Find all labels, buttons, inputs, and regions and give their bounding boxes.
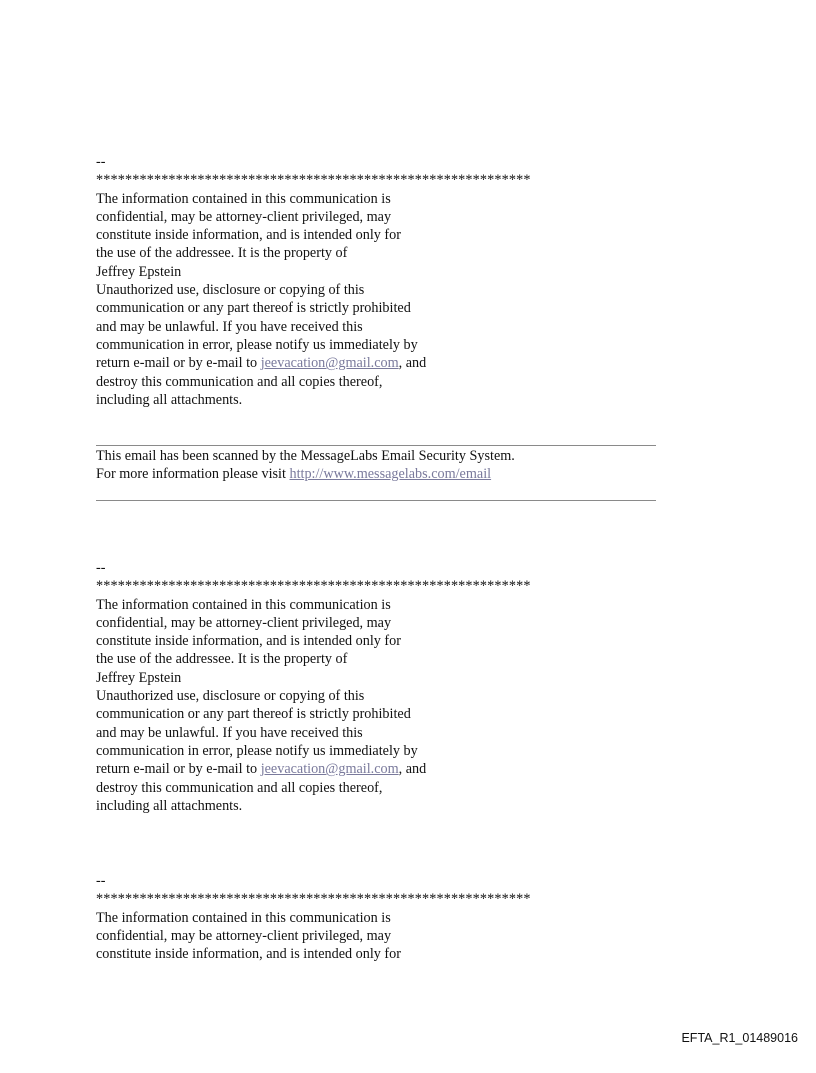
scan-line: This email has been scanned by the MessageLabs Email Security System. bbox=[96, 448, 515, 464]
disclaimer-line: return e-mail or by e-mail to jeevacation@gmail.com, and bbox=[96, 355, 427, 372]
document-id: EFTA_R1_01489016 bbox=[681, 1031, 798, 1045]
disclaimer-line: and may be unlawful. If you have received this bbox=[96, 318, 363, 335]
disclaimer-block-1 bbox=[96, 153, 696, 409]
disclaimer-line: Unauthorized use, disclosure or copying of this bbox=[96, 688, 365, 705]
disclaimer-line: The information contained in this communication is bbox=[96, 596, 391, 613]
disclaimer-line: The information contained in this communication is bbox=[96, 909, 391, 926]
disclaimer-block-3 bbox=[96, 872, 696, 963]
scan-notice bbox=[96, 447, 696, 484]
asterisk-line: ************************************************************ bbox=[96, 891, 531, 908]
disclaimer-line: confidential, may be attorney-client privileged, may bbox=[96, 927, 392, 944]
divider-top bbox=[96, 445, 656, 446]
disclaimer-line: constitute inside information, and is intended only for bbox=[96, 227, 401, 244]
separator: -- bbox=[96, 560, 106, 576]
disclaimer-line: constitute inside information, and is intended only for bbox=[96, 633, 401, 650]
disclaimer-line: communication in error, please notify us immediately by bbox=[96, 742, 418, 759]
disclaimer-line: Jeffrey Epstein bbox=[96, 669, 182, 686]
disclaimer-line: and may be unlawful. If you have received this bbox=[96, 724, 363, 741]
disclaimer-line: the use of the addressee. It is the property of bbox=[96, 245, 348, 262]
divider-bottom bbox=[96, 500, 656, 501]
disclaimer-line: communication or any part thereof is strictly prohibited bbox=[96, 706, 411, 723]
disclaimer-line: The information contained in this communication is bbox=[96, 190, 391, 207]
disclaimer-line: communication in error, please notify us immediately by bbox=[96, 336, 418, 353]
messagelabs-link[interactable]: http://www.messagelabs.com/email bbox=[289, 466, 492, 483]
asterisk-line: ************************************************************ bbox=[96, 578, 531, 595]
email-link[interactable]: jeevacation@gmail.com bbox=[260, 355, 399, 372]
disclaimer-line: destroy this communication and all copies thereof, bbox=[96, 373, 383, 390]
disclaimer-line: confidential, may be attorney-client privileged, may bbox=[96, 208, 392, 225]
disclaimer-line: including all attachments. bbox=[96, 797, 243, 814]
disclaimer-line: Unauthorized use, disclosure or copying of this bbox=[96, 282, 365, 299]
disclaimer-line: communication or any part thereof is strictly prohibited bbox=[96, 300, 411, 317]
separator: -- bbox=[96, 154, 106, 170]
asterisk-line: ************************************************************ bbox=[96, 172, 531, 189]
disclaimer-line: destroy this communication and all copies thereof, bbox=[96, 779, 383, 796]
scan-line: For more information please visit http://www.messagelabs.com/email bbox=[96, 466, 492, 483]
disclaimer-line: return e-mail or by e-mail to jeevacation@gmail.com, and bbox=[96, 761, 427, 778]
disclaimer-line: the use of the addressee. It is the property of bbox=[96, 651, 348, 668]
separator: -- bbox=[96, 873, 106, 889]
disclaimer-block-2 bbox=[96, 559, 696, 815]
disclaimer-line: constitute inside information, and is intended only for bbox=[96, 946, 401, 963]
disclaimer-line: including all attachments. bbox=[96, 391, 243, 408]
email-link[interactable]: jeevacation@gmail.com bbox=[260, 761, 399, 778]
disclaimer-line: confidential, may be attorney-client privileged, may bbox=[96, 614, 392, 631]
disclaimer-line: Jeffrey Epstein bbox=[96, 263, 182, 280]
